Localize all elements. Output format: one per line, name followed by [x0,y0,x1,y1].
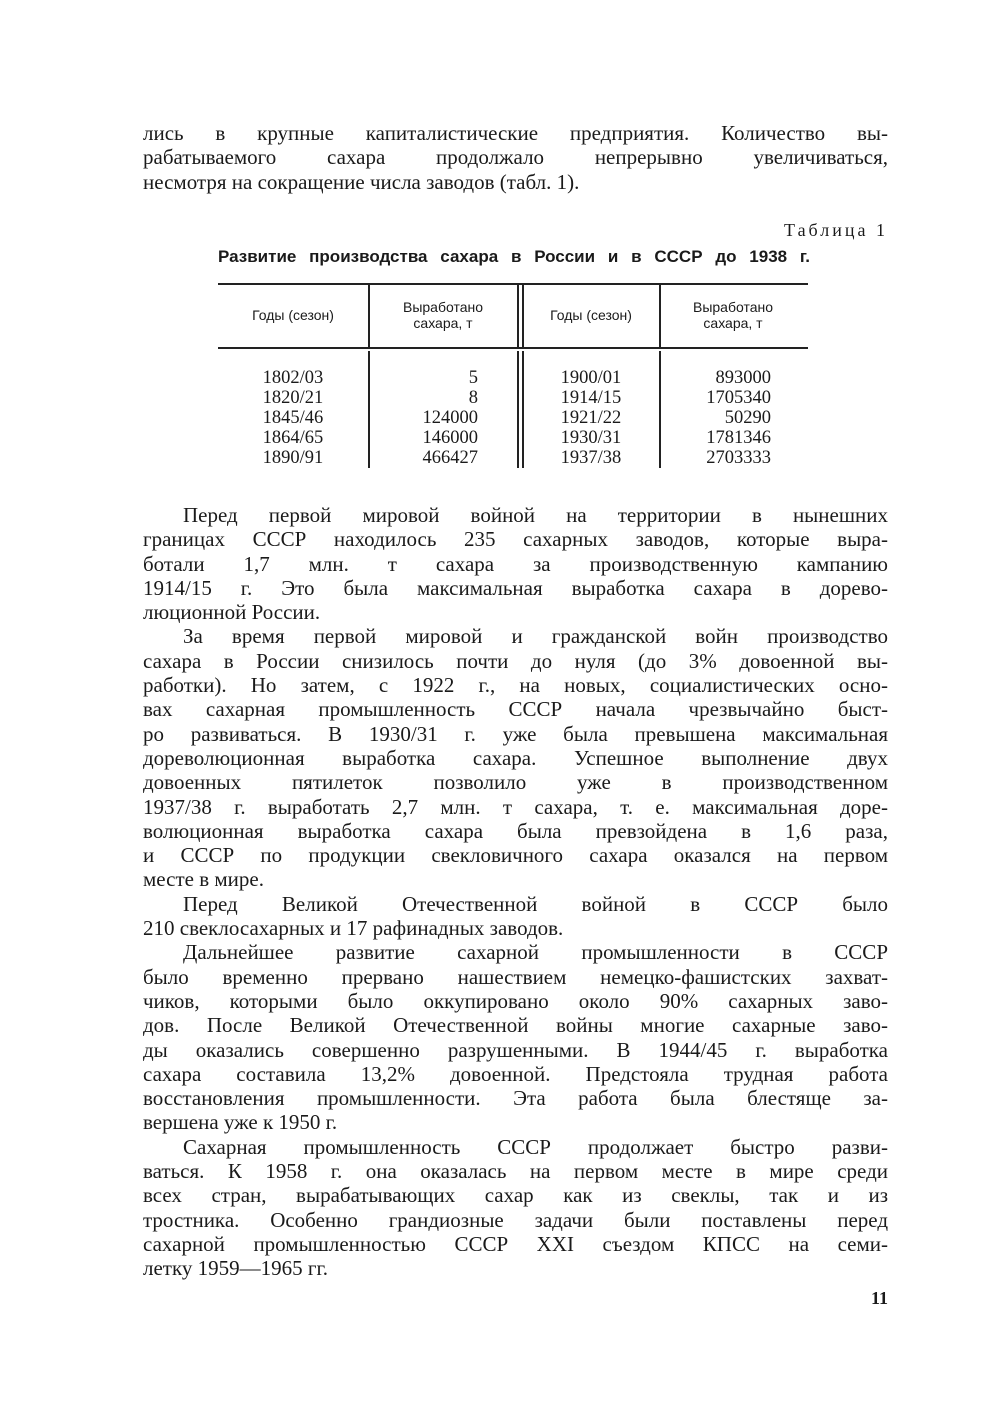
table-cell: 5 [468,368,478,388]
text-line: дов. После Великой Отечественной войны многие сахарные заво- [143,1013,888,1038]
left-years-column [218,368,368,468]
table-cell: 1705340 [706,388,771,408]
text-line: сахара в России снизилось почти до нуля (до 3% довоенной вы- [143,648,888,673]
text-line: всех стран, вырабатывающих сахар как из свеклы, так и из [143,1183,888,1208]
text-line: 1937/38 г. выработать 2,7 млн. т сахара, т. е. максимальная доре- [143,794,888,819]
text-line: ботали 1,7 млн. т сахара за производственную кампанию [143,551,888,576]
header-output [378,283,508,347]
text-line: ваться. К 1958 г. она оказалась на первом месте в мире среди [143,1159,888,1184]
text-line: лись в крупные капиталистические предприятия. Количество вы- [143,121,888,145]
table-cell: 124000 [422,408,478,428]
table-cell: 1890/91 [262,448,324,468]
text-line: летку 1959—1965 гг. [143,1256,328,1281]
paragraph [143,503,888,624]
header-years: Годы (сезон) [252,307,334,323]
text-line: волюционная выработка сахара была превзойдена в 1,6 раза, [143,818,888,843]
column-divider [659,285,661,347]
text-line: 210 свеклосахарных и 17 рафинадных заводов. [143,916,564,941]
text-line: месте в мире. [143,867,264,892]
text-line: сахарной промышленностью СССР XXI съездом КПСС на семи- [143,1231,888,1256]
text-line: и СССР по продукции свекловичного сахара оказался на первом [143,843,888,868]
table-cell: 1930/31 [560,428,622,448]
intro-text [143,121,888,194]
header-output-text: Выработано сахара, т [692,299,774,331]
text-line: дореволюционная выработка сахара. Успешное выполнение двух [143,745,888,770]
text-line: сахара составила 13,2% довоенной. Предстояла трудная работа [143,1061,888,1086]
text-line: вах сахарная промышленность СССР начала чрезвычайно быст- [143,697,888,722]
text-line: тростника. Особенно грандиозные задачи были поставлены перед [143,1207,888,1232]
text-line: Перед Великой Отечественной войной в СССР было [183,891,888,916]
table-cell: 1864/65 [262,428,324,448]
text-line: было временно прервано нашествием немецко-фашистских захват- [143,964,888,989]
paragraph [143,1135,888,1281]
text-line: восстановления промышленности. Эта работа была блестяще за- [143,1086,888,1111]
table-cell: 1914/15 [560,388,622,408]
body-text [143,503,888,1281]
text-line: несмотря на сокращение числа заводов (табл. 1). [143,169,580,194]
table-cell: 146000 [422,428,478,448]
text-line: ды оказались совершенно разрушенными. В 1944/45 г. выработка [143,1037,888,1062]
text-line: За время первой мировой и гражданской войн производство [183,624,888,649]
text-line: Сахарная промышленность СССР продолжает быстро разви- [183,1134,888,1159]
table-title: Развитие производства сахара в России и в СССР до 1938 г. [218,247,810,266]
table-cell: 893000 [715,368,771,388]
paragraph [143,624,888,891]
table-cell: 1781346 [706,428,771,448]
table-cell: 1820/21 [262,388,324,408]
text-line: 1914/15 г. Это была максимальная выработка сахара в дорево- [143,575,888,600]
text-line: Перед первой мировой войной на территории в нынешних [183,503,888,527]
text-line: Дальнейшее развитие сахарной промышленности в СССР [183,940,888,965]
column-divider [368,285,370,347]
text-line: вершена уже к 1950 г. [143,1110,338,1135]
table-cell: 2703333 [706,448,771,468]
data-table [218,283,808,468]
table-cell: 1845/46 [262,408,324,428]
table-cell: 1900/01 [560,368,622,388]
text-line: довоенных пятилеток позволило уже в производственном [143,770,888,795]
text-line: люционной России. [143,600,321,625]
table-cell: 8 [468,388,478,408]
column-divider [517,285,519,347]
table-cell: 1937/38 [560,448,622,468]
header-output-text: Выработано сахара, т [402,299,484,331]
table-cell: 466427 [422,448,478,468]
page-number: 11 [870,1288,888,1308]
text-line: границах СССР находилось 235 сахарных заводов, которые выра- [143,527,888,552]
text-line: ро развиваться. В 1930/31 г. уже была превышена максимальная [143,721,888,746]
table-header-rule [218,347,808,349]
header-years: Годы (сезон) [550,307,632,323]
paragraph [143,940,888,1134]
table-cell: 1802/03 [262,368,324,388]
table-label: Таблица 1 [784,220,888,240]
paragraph [143,892,888,941]
table-cell: 50290 [724,408,771,428]
right-values-column [659,368,771,468]
table-cell: 1921/22 [560,408,622,428]
text-line: работки). Но затем, с 1922 г., на новых, социалистических осно- [143,673,888,698]
header-output [668,283,798,347]
text-line: чиков, которыми было оккупировано около 90% сахарных заво- [143,988,888,1013]
column-divider [517,351,519,468]
left-values-column [368,368,478,468]
right-years-column [523,368,659,468]
text-line: рабатываемого сахара продолжало непрерывно увеличиваться, [143,145,888,170]
